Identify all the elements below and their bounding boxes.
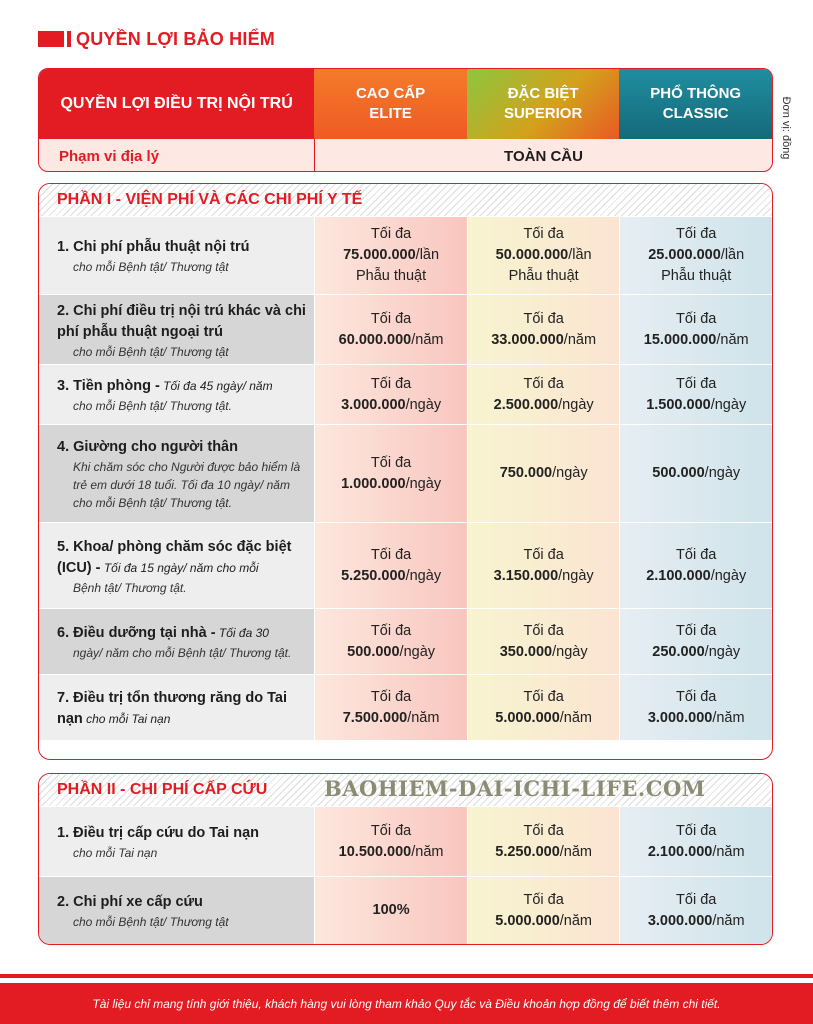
benefit-label-cell	[39, 807, 314, 876]
geo-scope-value: TOÀN CẦU	[504, 147, 583, 165]
benefit-name	[57, 892, 306, 913]
value-amount: 2.500.000	[493, 396, 559, 413]
benefit-name-text: 4. Giường cho người thân	[57, 439, 238, 455]
value-amount-line	[644, 330, 749, 351]
value-suffix: Phẫu thuật	[356, 268, 427, 284]
benefit-limit-note: Tối đa 15 ngày/ năm cho mỗi	[100, 560, 259, 575]
section-emergency-fees	[38, 773, 773, 945]
benefit-name	[57, 823, 306, 844]
value-suffix: Phẫu thuật	[508, 268, 579, 284]
value-amount: 10.500.000	[338, 843, 412, 860]
value-amount-line	[495, 708, 592, 729]
value-prefix: Tối đa	[523, 891, 564, 908]
table-row	[39, 364, 772, 424]
value-prefix: Tối đa	[523, 310, 564, 327]
plan-elite-code: ELITE	[369, 105, 412, 122]
value-amount-line	[341, 474, 441, 495]
value-cell-classic	[619, 523, 772, 608]
value-prefix: Tối đa	[676, 375, 717, 392]
value-amount: 500.000	[652, 465, 705, 481]
plan-classic-name: PHỔ THÔNG	[650, 85, 742, 102]
value-amount-line	[373, 900, 410, 921]
value-amount: 2.100.000	[646, 567, 711, 584]
value-amount: 3.150.000	[493, 567, 559, 584]
value-prefix: Tối đa	[523, 822, 564, 839]
table-row	[39, 424, 772, 522]
value-amount-line	[652, 463, 740, 484]
geo-scope-label: Phạm vi địa lý	[39, 139, 315, 172]
benefit-name-text: 1. Chi phí phẫu thuật nội trú	[57, 239, 250, 255]
value-amount: 33.000.000	[491, 331, 564, 348]
benefit-name	[57, 537, 306, 579]
value-prefix: Tối đa	[523, 226, 564, 242]
value-amount: 2.100.000	[647, 843, 713, 860]
value-prefix: Tối đa	[370, 546, 412, 563]
value-amount: 250.000	[652, 643, 705, 660]
plan-superior-header	[467, 69, 620, 139]
value-cell-superior	[467, 609, 620, 674]
value-cell-classic	[619, 609, 772, 674]
value-cell-elite	[314, 523, 467, 608]
section-title: PHẦN I - VIỆN PHÍ VÀ CÁC CHI PHÍ Y TẾ	[57, 191, 363, 208]
value-prefix: Tối đa	[523, 375, 564, 392]
table-row	[39, 674, 772, 740]
benefit-scope-note: cho mỗi Tai nạn	[73, 846, 158, 860]
value-prefix: Tối đa	[370, 688, 412, 705]
value-unit: /ngày	[704, 643, 741, 660]
table-row	[39, 522, 772, 608]
benefit-label-cell	[39, 609, 314, 674]
value-amount: 5.000.000	[495, 709, 560, 726]
value-unit: /ngày	[552, 643, 588, 660]
value-unit: /ngày	[552, 465, 588, 481]
benefit-limit-note: cho mỗi Tai nạn	[82, 711, 171, 726]
plan-elite-name: CAO CẤP	[355, 85, 426, 102]
plan-superior-code: SUPERIOR	[503, 105, 583, 122]
value-prefix: Tối đa	[676, 310, 717, 327]
plan-header-table	[38, 68, 773, 172]
benefit-scope-note: Bệnh tật/ Thương tật.	[73, 580, 187, 595]
footer-divider	[0, 974, 813, 978]
benefit-name-text: 3. Tiền phòng -	[57, 378, 160, 394]
benefit-scope-note: cho mỗi Bệnh tật/ Thương tật	[73, 915, 229, 929]
value-cell-elite	[314, 807, 467, 876]
value-cell-superior	[467, 675, 620, 740]
value-amount: 25.000.000	[648, 247, 721, 263]
value-prefix: Tối đa	[370, 822, 412, 839]
unit-note	[776, 82, 796, 174]
value-unit: /lần	[720, 247, 745, 263]
value-amount-line	[341, 566, 441, 587]
value-prefix: Tối đa	[676, 622, 717, 639]
value-cell-superior	[467, 217, 620, 294]
value-cell-classic	[619, 877, 772, 944]
plan-classic-header	[619, 69, 772, 139]
value-amount: 5.000.000	[495, 912, 560, 929]
value-amount: 75.000.000	[343, 247, 416, 263]
benefit-name-text: 2. Chi phí điều trị nội trú khác và chi phí phẫu thuật ngoại trú	[57, 302, 306, 340]
value-cell-elite	[314, 217, 467, 294]
value-amount: 15.000.000	[643, 331, 717, 348]
geo-scope-row	[39, 139, 772, 172]
value-amount-line	[495, 911, 592, 932]
value-cell-elite	[314, 877, 467, 944]
value-amount-line	[646, 395, 746, 416]
value-amount: 1.000.000	[341, 475, 406, 492]
section-header	[39, 184, 772, 216]
plan-superior-name: ĐẶC BIỆT	[507, 85, 579, 102]
value-unit: /lần	[568, 247, 592, 263]
footer-bar	[0, 983, 813, 1024]
value-amount-line	[648, 911, 745, 932]
benefit-scope-note: cho mỗi Bệnh tật/ Thương tật	[73, 344, 229, 359]
value-amount-line	[500, 642, 588, 663]
value-unit: /năm	[712, 709, 745, 726]
value-unit: /ngày	[558, 567, 594, 584]
benefit-name	[57, 623, 306, 644]
value-prefix: Tối đa	[523, 546, 564, 563]
value-cell-superior	[467, 365, 620, 424]
value-amount-line	[343, 245, 439, 266]
value-prefix: Tối đa	[370, 226, 412, 242]
value-cell-elite	[314, 609, 467, 674]
value-unit: /năm	[716, 331, 749, 348]
value-suffix: Phẫu thuật	[661, 268, 732, 284]
value-amount: 1.500.000	[646, 396, 711, 413]
value-amount: 500.000	[347, 643, 400, 660]
value-amount-line	[494, 395, 594, 416]
value-cell-classic	[619, 217, 772, 294]
benefit-scope-note: cho mỗi Bệnh tật/ Thương tật.	[73, 399, 232, 413]
benefit-label-cell	[39, 217, 314, 294]
value-unit: /ngày	[710, 567, 747, 584]
table-row	[39, 876, 772, 944]
value-cell-classic	[619, 295, 772, 364]
value-amount-line	[646, 566, 746, 587]
plan-header-row	[39, 69, 772, 139]
value-amount-line	[339, 330, 444, 351]
title-marker-icon	[38, 31, 64, 47]
value-unit: /ngày	[405, 475, 442, 492]
plan-classic-code: CLASSIC	[662, 105, 729, 122]
value-unit: /ngày	[704, 465, 741, 481]
watermark-text: BAOHIEM-DAI-ICHI-LIFE.COM	[324, 776, 706, 801]
inpatient-benefit-header: QUYỀN LỢI ĐIỀU TRỊ NỘI TRÚ	[39, 69, 314, 139]
benefit-name	[57, 301, 306, 343]
value-prefix: Tối đa	[676, 546, 717, 563]
value-prefix: Tối đa	[370, 310, 412, 327]
table-row	[39, 216, 772, 294]
benefit-label-cell	[39, 675, 314, 740]
benefit-name-text: 1. Điều trị cấp cứu do Tai nạn	[57, 825, 259, 841]
value-amount: 50.000.000	[495, 247, 569, 263]
value-unit: /năm	[712, 843, 745, 860]
value-amount-line	[652, 642, 740, 663]
page-title-text: QUYỀN LỢI BẢO HIỂM	[76, 28, 275, 49]
value-cell-superior	[467, 523, 620, 608]
benefit-label-cell	[39, 877, 314, 944]
value-cell-superior	[467, 807, 620, 876]
value-unit: /năm	[411, 843, 444, 860]
benefit-rows	[39, 216, 772, 740]
benefit-name	[57, 688, 306, 730]
value-prefix: Tối đa	[676, 891, 717, 908]
value-amount: 350.000	[499, 643, 553, 660]
benefit-name-text: 6. Điều dưỡng tại nhà -	[57, 625, 216, 641]
value-unit: /ngày	[710, 396, 747, 413]
value-unit: /năm	[559, 843, 593, 860]
table-row	[39, 806, 772, 876]
value-amount: 3.000.000	[647, 709, 713, 726]
value-cell-superior	[467, 877, 620, 944]
value-cell-elite	[314, 425, 467, 522]
plan-elite-header	[314, 69, 467, 139]
value-prefix: Tối đa	[676, 822, 717, 839]
section-hospital-fees	[38, 183, 773, 760]
value-amount: 100%	[372, 902, 410, 918]
value-cell-elite	[314, 295, 467, 364]
benefit-name-text: 5. Khoa/ phòng chăm sóc đặc biệt (ICU) -	[57, 538, 292, 576]
benefit-scope-note: Khi chăm sóc cho Người được bảo hiểm là trẻ em dưới 18 tuổi. Tối đa 10 ngày/ năm cho mỗi Bệnh tật/ Thương tật.	[73, 460, 301, 510]
value-amount-line	[496, 245, 592, 266]
value-amount: 7.500.000	[342, 709, 408, 726]
value-cell-classic	[619, 675, 772, 740]
section-title: PHẦN II - CHI PHÍ CẤP CỨU	[57, 781, 268, 798]
value-unit: /năm	[559, 709, 593, 726]
benefit-label-cell	[39, 365, 314, 424]
value-amount: 5.250.000	[495, 843, 560, 860]
value-cell-classic	[619, 425, 772, 522]
value-amount-line	[494, 566, 594, 587]
benefit-label-cell	[39, 425, 314, 522]
table-row	[39, 294, 772, 364]
value-cell-classic	[619, 365, 772, 424]
value-cell-elite	[314, 365, 467, 424]
value-prefix: Tối đa	[676, 688, 717, 705]
value-prefix: Tối đa	[523, 622, 564, 639]
benefit-label-cell	[39, 523, 314, 608]
value-unit: /ngày	[405, 567, 442, 584]
benefit-name-text: 2. Chi phí xe cấp cứu	[57, 894, 203, 910]
value-amount-line	[495, 842, 592, 863]
benefit-limit-note: Tối đa 30	[215, 626, 269, 640]
value-amount: 3.000.000	[647, 912, 713, 929]
value-prefix: Tối đa	[676, 226, 717, 242]
value-cell-superior	[467, 425, 620, 522]
value-amount-line	[343, 708, 440, 729]
unit-note-text: Đơn vị: đồng	[780, 96, 792, 160]
value-amount-line	[648, 245, 744, 266]
benefit-name	[57, 376, 306, 397]
footer-disclaimer: Tài liệu chỉ mang tính giới thiệu, khách hàng vui lòng tham khảo Quy tắc và Điều khoản hợp đồng để biết thêm chi tiết.	[92, 996, 721, 1011]
benefit-name-text: 7. Điều trị tổn thương răng do Tai nạn	[57, 689, 287, 727]
table-row	[39, 608, 772, 674]
value-amount: 3.000.000	[341, 396, 406, 413]
value-unit: /năm	[411, 331, 444, 348]
section-header	[39, 774, 772, 806]
value-unit: /ngày	[558, 396, 594, 413]
benefit-scope-note: cho mỗi Bệnh tật/ Thương tật	[73, 260, 229, 274]
value-amount-line	[341, 395, 441, 416]
value-cell-classic	[619, 807, 772, 876]
value-cell-elite	[314, 675, 467, 740]
value-unit: /lần	[415, 247, 440, 263]
benefit-name	[57, 237, 306, 258]
value-amount-line	[347, 642, 435, 663]
benefit-label-cell	[39, 295, 314, 364]
value-amount-line	[339, 842, 444, 863]
value-unit: /năm	[559, 912, 593, 929]
value-unit: /năm	[407, 709, 440, 726]
value-amount-line	[648, 708, 745, 729]
value-prefix: Tối đa	[370, 622, 412, 639]
value-prefix: Tối đa	[523, 688, 564, 705]
page-title	[38, 26, 275, 52]
value-unit: /năm	[563, 331, 597, 348]
value-amount-line	[500, 463, 588, 484]
benefit-rows	[39, 806, 772, 944]
value-amount: 60.000.000	[338, 331, 412, 348]
value-amount: 750.000	[499, 465, 553, 481]
value-unit: /ngày	[405, 396, 442, 413]
value-prefix: Tối đa	[370, 375, 412, 392]
benefit-limit-note: Tối đa 45 ngày/ năm	[159, 379, 273, 393]
value-cell-superior	[467, 295, 620, 364]
value-unit: /năm	[712, 912, 745, 929]
value-unit: /ngày	[399, 643, 436, 660]
value-amount-line	[648, 842, 745, 863]
benefit-scope-note: ngày/ năm cho mỗi Bệnh tật/ Thương tật.	[73, 646, 292, 660]
benefit-name	[57, 437, 306, 458]
value-amount: 5.250.000	[341, 567, 406, 584]
value-amount-line	[491, 330, 596, 351]
value-prefix: Tối đa	[370, 454, 412, 471]
